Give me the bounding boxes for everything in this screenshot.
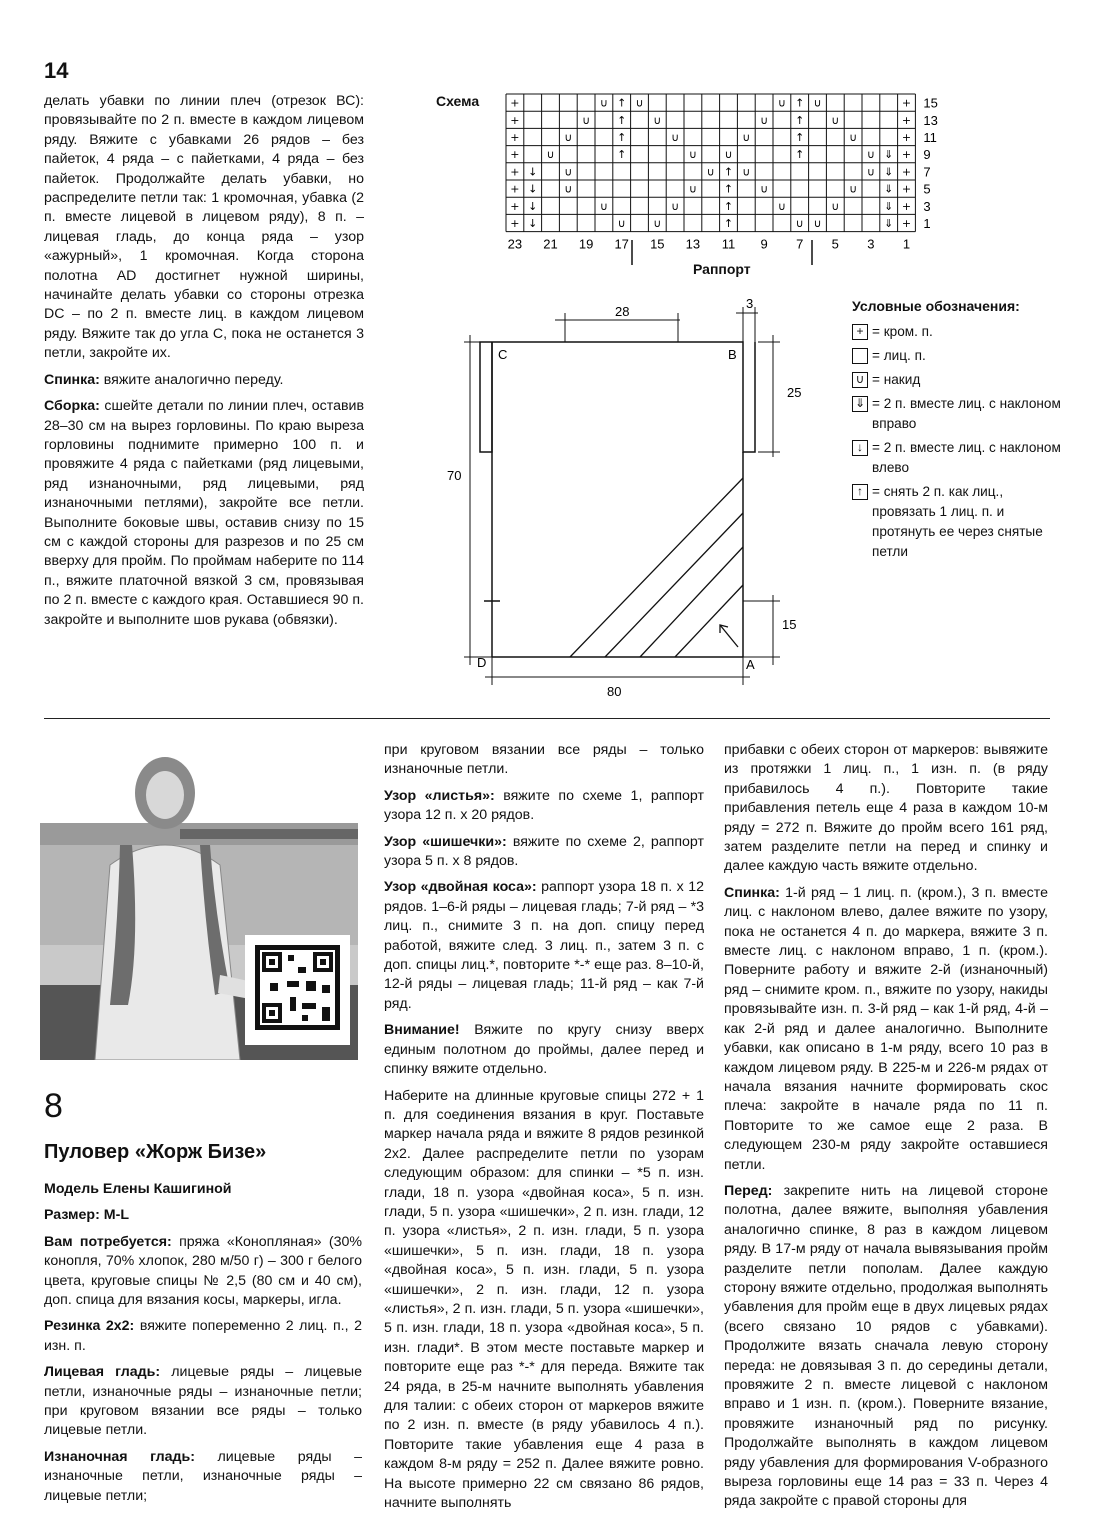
chart-symbol: ∪ (653, 113, 662, 127)
chart-symbol: ⇓ (884, 148, 894, 162)
yarn-over-icon: ∪ (852, 372, 868, 388)
chart-symbol: ∪ (831, 199, 840, 213)
chart-symbol: + (901, 217, 912, 230)
dim-slit-label: 15 (782, 617, 797, 632)
chart-symbol: + (901, 199, 912, 213)
chart-symbol: + (901, 165, 912, 179)
chart-symbol: ∪ (831, 113, 840, 127)
chart-symbol: + (510, 131, 520, 144)
row-number: 7 (923, 164, 931, 180)
paragraph: Перед: закрепите нить на лицевой стороне полотна, далее вяжите, выполняя убавления аналогично спинке, 8 раз в каждом лицевом ряду. В 17-м ряду от начала вывязывания пройм разделите петли пополам. Далее каждую сторону вяжите отдельно, продолжая выполнять убавления для пройм еще в двух лицевых рядах (всего связано 10 рядов с убавками). Продолжите вязать сначала левую сторону переда: не довязывая 3 п. до середины детали, провяжите 2 п. вместе лицевой с наклоном вправо и 1 изн. п. (кром.). Поверните вязание, провяжите изнаночный ряд по рисунку. Продолжайте выполнять в каждом лицевом ряду убавления для формирования V-образного выреза горловины еще 14 раз = 33 п. Через 4 ряда закройте с правой стороны для (724, 1182, 1048, 1510)
chart-symbol: ∪ (724, 148, 733, 162)
paragraph: при круговом вязании все ряды – только изнаночные петли. (384, 742, 704, 778)
chart-symbol: ⇓ (884, 182, 894, 196)
column-number: 5 (831, 236, 839, 252)
column-number: 11 (721, 236, 736, 252)
chart-symbol: + (901, 131, 912, 144)
paragraph: Внимание! Вяжите по кругу снизу вверх единым полотном до проймы, далее перед и спинку вяжите отдельно. (384, 1022, 704, 1078)
chart-symbol: ∪ (760, 113, 769, 127)
column-number: 15 (650, 236, 665, 252)
paragraph: Узор «шишечки»: вяжите по схеме 2, раппорт узора 5 п. х 8 рядов. (384, 833, 704, 870)
chart-symbol: ∪ (617, 217, 626, 230)
chart-symbol: ∪ (813, 96, 822, 110)
qr-code (245, 935, 350, 1045)
chart-symbol: ∪ (866, 165, 875, 179)
chart-symbol: ∪ (795, 217, 804, 230)
chart-symbol: ↑ (723, 199, 734, 213)
column-1-bottom (44, 1180, 362, 1513)
chart-symbol: ∪ (599, 199, 608, 213)
chart-symbol: ↑ (723, 165, 734, 179)
legend-item: = лиц. п. (852, 346, 1062, 366)
knit-stitch-icon (852, 348, 868, 364)
k2tog-right-icon: ⇓ (852, 396, 868, 412)
chart-symbol: ∪ (564, 182, 573, 196)
paragraph: Узор «листья»: вяжите по схеме 1, раппорт узора 12 п. х 20 рядов. (384, 787, 705, 824)
row-number: 13 (923, 112, 938, 128)
chart-symbol: ⇓ (884, 199, 894, 213)
pattern-title: Пуловер «Жорж Бизе» (44, 1141, 267, 1163)
row-number: 9 (923, 147, 931, 163)
paragraph: Сборка: сшейте детали по линии плеч, оставив 28–30 см на вырез горловины. По краю выреза горловины поднимите примерно 100 п. и провяжите 4 ряда с пайетками (ряд лицевыми, ряд изнаночными, ряд лицевыми, ряд изнаночными петлями), закройте все петли. Выполните боковые швы, оставив снизу по 15 см с каждой стороны для разрезов и по 25 см вверху для пройм. По проймам наберите по 114 п., вяжите платочной вязкой 3 см, провязывая по 2 п. вместе с каждого края. Оставшиеся 90 п. закройте и выполните шов рукава (обвязки). (44, 398, 364, 628)
model-photo (40, 745, 358, 1060)
schema-title: Схема (436, 93, 480, 109)
paragraph: Спинка: 1-й ряд – 1 лиц. п. (кром.), 3 п. вместе лиц. с наклоном влево, далее вяжите по узору, пока не останется 4 п. до маркера, вяжите 3 п. вместе лиц. с наклоном вправо, 1 п. (кром.). Поверните работу и вяжите 2-й (изнаночный) ряд – снимите кром. п., вяжите по узору, накиды провязывайте изн. п. 3-й ряд – как 1-й ряд, 4-й –как 2-й ряд и далее аналогично. Выполните убавки, как описано в 1-м ряду, всего 10 раз в каждом лицевом ряду. В 225-м и 226-м рядах от начала вязания начните формировать скос плеча: закройте в начале ряда по 11 п. Повторите то же самое еще 2 раза. В следующем 230-м ряду закройте оставшиеся петли. (724, 884, 1048, 1173)
paragraph: Вам потребуется: пряжа «Конопляная» (30% конопля, 70% хлопок, 280 м/50 г) – 300 г белого цвета, круговые спицы № 2,5 (80 см и 40 см), доп. спица для вязания косы, маркеры, игла. (44, 1233, 362, 1309)
chart-symbol: ∪ (564, 131, 573, 144)
row-number: 1 (923, 216, 931, 231)
chart-symbol: + (510, 182, 520, 196)
chart-symbol: + (510, 165, 520, 179)
chart-symbol: + (510, 217, 520, 230)
chart-symbol: ⇓ (884, 165, 894, 179)
chart-symbol: + (510, 113, 520, 127)
paragraph: Размер: M-L (44, 1207, 129, 1224)
chart-symbol: ∪ (742, 165, 751, 179)
chart-symbol: ∪ (849, 182, 858, 196)
chart-symbol: ∪ (688, 182, 697, 196)
section-divider (44, 718, 1050, 719)
chart-symbol: ⇓ (884, 217, 894, 230)
chart-symbol: ∪ (777, 96, 786, 110)
corner-d-label: D (477, 655, 487, 670)
chart-symbol: ↓ (528, 217, 538, 230)
legend-item: ∪ = накид (852, 370, 1062, 390)
chart-symbol: ∪ (777, 199, 786, 213)
chart-symbol: ∪ (849, 131, 858, 144)
legend-title: Условные обозначения: (852, 298, 1020, 314)
chart-symbol: ∪ (653, 217, 662, 230)
column-number: 3 (867, 236, 875, 252)
garment-diagram (440, 295, 820, 705)
legend-item: ↓ = 2 п. вместе лиц. с наклоном влево (852, 438, 1062, 478)
dim-shoulder-label: 3 (746, 296, 754, 311)
row-number: 5 (923, 181, 931, 197)
chart-symbol: ↑ (723, 182, 734, 196)
k2tog-left-icon: ↓ (852, 440, 868, 456)
chart-symbol: ∪ (706, 165, 715, 179)
chart-symbol: ↓ (528, 182, 538, 196)
chart-symbol: ↑ (795, 148, 805, 162)
chart-symbol: ∪ (671, 199, 680, 213)
edge-stitch-icon: + (852, 324, 868, 340)
chart-symbol: ↑ (617, 96, 627, 110)
column-number: 17 (614, 236, 629, 252)
paragraph: Модель Елены Кашигиной (44, 1181, 232, 1197)
paragraph: прибавки с обеих сторон от маркеров: вывяжите из протяжки 1 лиц. п., 1 изн. п. (в ряду прибавилось 4 п.). Повторите такие прибавления петель еще 4 раза в каждом 10-м ряду = 272 п. Вяжите до пройм всего 161 ряд, затем разделите петли на перед и спинку и далее каждую часть вяжите отдельно. (724, 742, 1048, 875)
legend-item: ⇓ = 2 п. вместе лиц. с наклоном вправо (852, 394, 1062, 434)
paragraph: Узор «двойная коса»: раппорт узора 18 п. х 12 рядов. 1–6-й ряды – лицевая гладь; 7-й ряд – *3 лиц. п., снимите 3 п. на доп. спицу перед работой, вяжите след. 3 лиц. п., затем 3 п. с доп. спицы лиц.*, повторите *-* еще раз. 8–10-й, 12-й ряды – лицевая гладь; 11-й ряд – как 7-й ряд. (384, 879, 704, 1012)
model-number: 8 (44, 1087, 63, 1125)
chart-symbol: + (510, 96, 520, 110)
chart-symbol: ↑ (617, 148, 627, 162)
corner-b-label: B (728, 347, 737, 362)
chart-symbol: + (901, 182, 912, 196)
column-2 (384, 741, 704, 1520)
dim-height-label: 70 (447, 468, 462, 483)
rapport-label: Раппорт (693, 261, 751, 277)
paragraph: Лицевая гладь: лицевые ряды – лицевые петли, изнаночные ряды – изнаночные петли; при круговом вязании все ряды – только лицевые петли. (44, 1364, 362, 1439)
column-number: 19 (578, 236, 594, 252)
column-number: 7 (796, 236, 804, 252)
row-number: 15 (923, 95, 938, 111)
paragraph: Резинка 2х2: вяжите попеременно 2 лиц. п., 2 изн. п. (44, 1318, 363, 1354)
chart-symbol: + (901, 96, 912, 110)
chart-symbol: ∪ (564, 165, 573, 179)
chart-symbol: ∪ (866, 148, 875, 162)
chart-symbol: ↓ (528, 199, 538, 213)
column-number: 1 (902, 236, 911, 252)
chart-symbol: + (510, 199, 520, 213)
paragraph: Наберите на длинные круговые спицы 272 + 1 п. для соединения вязания в круг. Поставьте маркер начала ряда и вяжите 8 рядов резинкой 2х2. Далее распределите петли по узорам следующим образом: для спинки – *5 п. изн. глади, 18 п. узора «двойная коса», 5 п. изн. глади, 5 п. узора «шишечки», 2 п. изн. глади, 12 п. узора «листья», 2 п. изн. глади, 5 п. узора «шишечки», 5 п. изн. глади, 18 п. узора «двойная коса», 5 п. изн. глади, 5 п. узора «шишечки», 2 п. изн. глади, 12 п. узора «листья», 2 п. изн. глади, 5 п. узора «шишечки», 5 п. изн. глади, 18 п. узора «двойная коса», 5 п. изн. глади*. В этом месте поставьте маркер и повторите еще раз *-* для переда. Вяжите так 24 ряда, в 25-м начните выполнять убавления для талии: с обеих сторон от маркеров вяжите по 2 изн. п. вместе (в ряду убавилось 4 п.). Повторите такие убавления еще 4 раза в каждом 8-м ряду = 252 п. Далее вяжите ровно. На высоте примерно 22 см связано 86 рядов, начните выполнять (384, 1087, 704, 1512)
paragraph: Изнаночная гладь: лицевые ряды – изнаночные петли, изнаночные ряды – лицевые петли; (44, 1448, 363, 1504)
chart-symbol: + (901, 148, 912, 162)
paragraph: делать убавки по линии плеч (отрезок ВС): провязывайте по 2 п. вместе в каждом лицевом ряду. Вяжите с убавками 26 рядов – без пайеток, 4 ряда – с пайетками, 4 ряда – без пайеток. Продолжайте делать убавки, но распределите петли так: 1 кромочная, убавка (2 п. вместе лицевой в лицевом ряду), 8 п. – лицевая гладь, до конца ряда – узор «ажурный», 1 кромочная. Когда сторона полотна AD достигнет нужной ширины, начинайте делать убавки со стороны отрезка DC – по 2 п. вместе лиц. в каждом лицевом ряду. Вяжите так до угла С, пока не останется 3 петли, закройте их. (44, 93, 364, 362)
column-number: 23 (507, 236, 523, 252)
chart-symbol: ↑ (617, 113, 627, 127)
dim-armhole-label: 25 (787, 385, 802, 400)
legend-item: + = кром. п. (852, 322, 1062, 342)
chart-symbol: ∪ (671, 131, 680, 144)
chart-symbol: ↑ (617, 131, 627, 144)
chart-symbol: ↑ (795, 113, 805, 127)
column-number: 13 (685, 236, 701, 252)
chart-symbol: ∪ (742, 131, 751, 144)
column-number: 9 (760, 236, 768, 252)
chart-symbol: ∪ (635, 96, 644, 110)
paragraph: Спинка: вяжите аналогично переду. (44, 371, 284, 388)
chart-symbol: ↑ (723, 217, 734, 230)
chart-symbol: ∪ (582, 113, 591, 127)
page-number: 14 (44, 58, 69, 83)
column-3 (724, 741, 1048, 1519)
corner-c-label: C (498, 347, 508, 362)
chart-symbol: + (901, 113, 912, 127)
chart-symbol: ↓ (528, 165, 538, 179)
row-number: 11 (923, 130, 937, 145)
chart-symbol: ↑ (795, 96, 805, 110)
column-1-top (44, 92, 364, 637)
chart-symbol: ∪ (546, 148, 555, 162)
chart-symbol: ∪ (760, 182, 769, 196)
corner-a-label: A (746, 657, 755, 672)
row-number: 3 (923, 198, 931, 214)
chart-symbol: ∪ (688, 148, 697, 162)
legend-item: ↑ = снять 2 п. как лиц., провязать 1 лиц. п. и протянуть ее через снятые петли (852, 482, 1062, 562)
chart-symbol: + (510, 148, 520, 162)
legend (852, 296, 1062, 566)
column-number: 21 (543, 236, 558, 252)
dim-width-label: 80 (607, 684, 622, 699)
sl2-k1-psso-icon: ↑ (852, 484, 868, 500)
chart-symbol: ↑ (795, 131, 805, 144)
knitting-chart (500, 90, 960, 265)
chart-symbol: ∪ (599, 96, 608, 110)
chart-symbol: ∪ (813, 217, 822, 230)
dim-top-label: 28 (615, 304, 630, 319)
